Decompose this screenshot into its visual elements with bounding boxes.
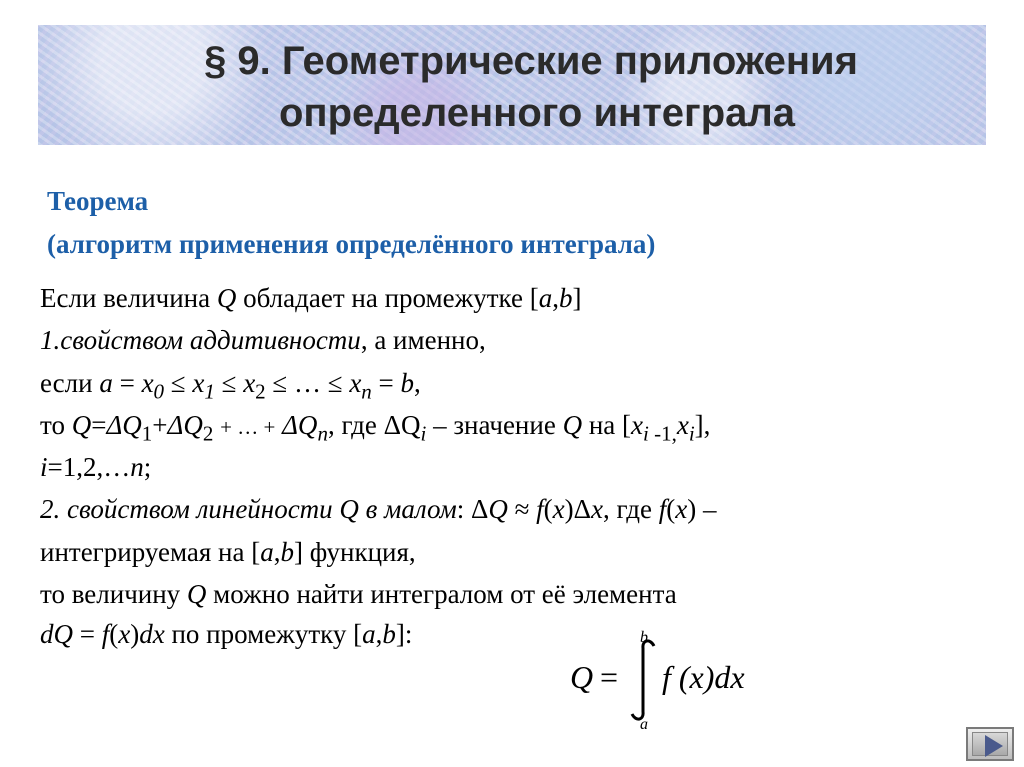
formula-lower-limit: a <box>640 716 648 730</box>
body-line-8: то величину Q можно найти интегралом от её элемента <box>40 579 677 609</box>
body-line-2: 1.свойством аддитивности, а именно, <box>40 325 486 355</box>
body-line-1: Если величина Q обладает на промежутке [a,b] <box>40 283 582 313</box>
play-arrow-icon <box>968 729 1016 763</box>
body-line-9: dQ = f(x)dx по промежутку [a,b]: <box>40 619 413 649</box>
body-line-5: i=1,2,…n; <box>40 452 152 482</box>
theorem-heading: Теорема <box>47 186 149 216</box>
property-1: 1.свойством аддитивности <box>40 325 361 355</box>
title-line-2: определенного интеграла <box>278 91 796 135</box>
property-2: свойством линейности Q в малом <box>67 494 457 524</box>
title-banner <box>38 25 986 145</box>
formula-rhs: f (x)dx <box>662 659 745 695</box>
body-line-4: то $Q=\Delta Q_1+\Delta Q_2$ + … + $\Delta Q_n$, где $\Delta Q_i$ – значение Q на $[x_{i -1,}x_i]$, <box>40 410 711 446</box>
integral-sign-icon <box>632 641 654 719</box>
title-line-1: § 9. Геометрические приложения <box>204 39 858 83</box>
integral-formula <box>570 630 810 730</box>
body-line-6: 2. свойством линейности Q в малом: ΔQ ≈ f(x)Δx, где f(x) – <box>40 494 717 524</box>
formula-lhs: Q <box>570 659 594 695</box>
body-line-7: интегрируемая на [a,b] функция, <box>40 537 416 567</box>
next-slide-button[interactable] <box>966 727 1014 761</box>
body-line-3: если $a = x_0 \le x_1 \le x_2$ ≤ … ≤ $x_n = b$, <box>40 368 421 404</box>
theorem-subheading: (алгоритм применения определённого интеграла) <box>47 229 656 259</box>
formula-equals: = <box>600 659 619 695</box>
formula-upper-limit: b <box>640 630 648 646</box>
